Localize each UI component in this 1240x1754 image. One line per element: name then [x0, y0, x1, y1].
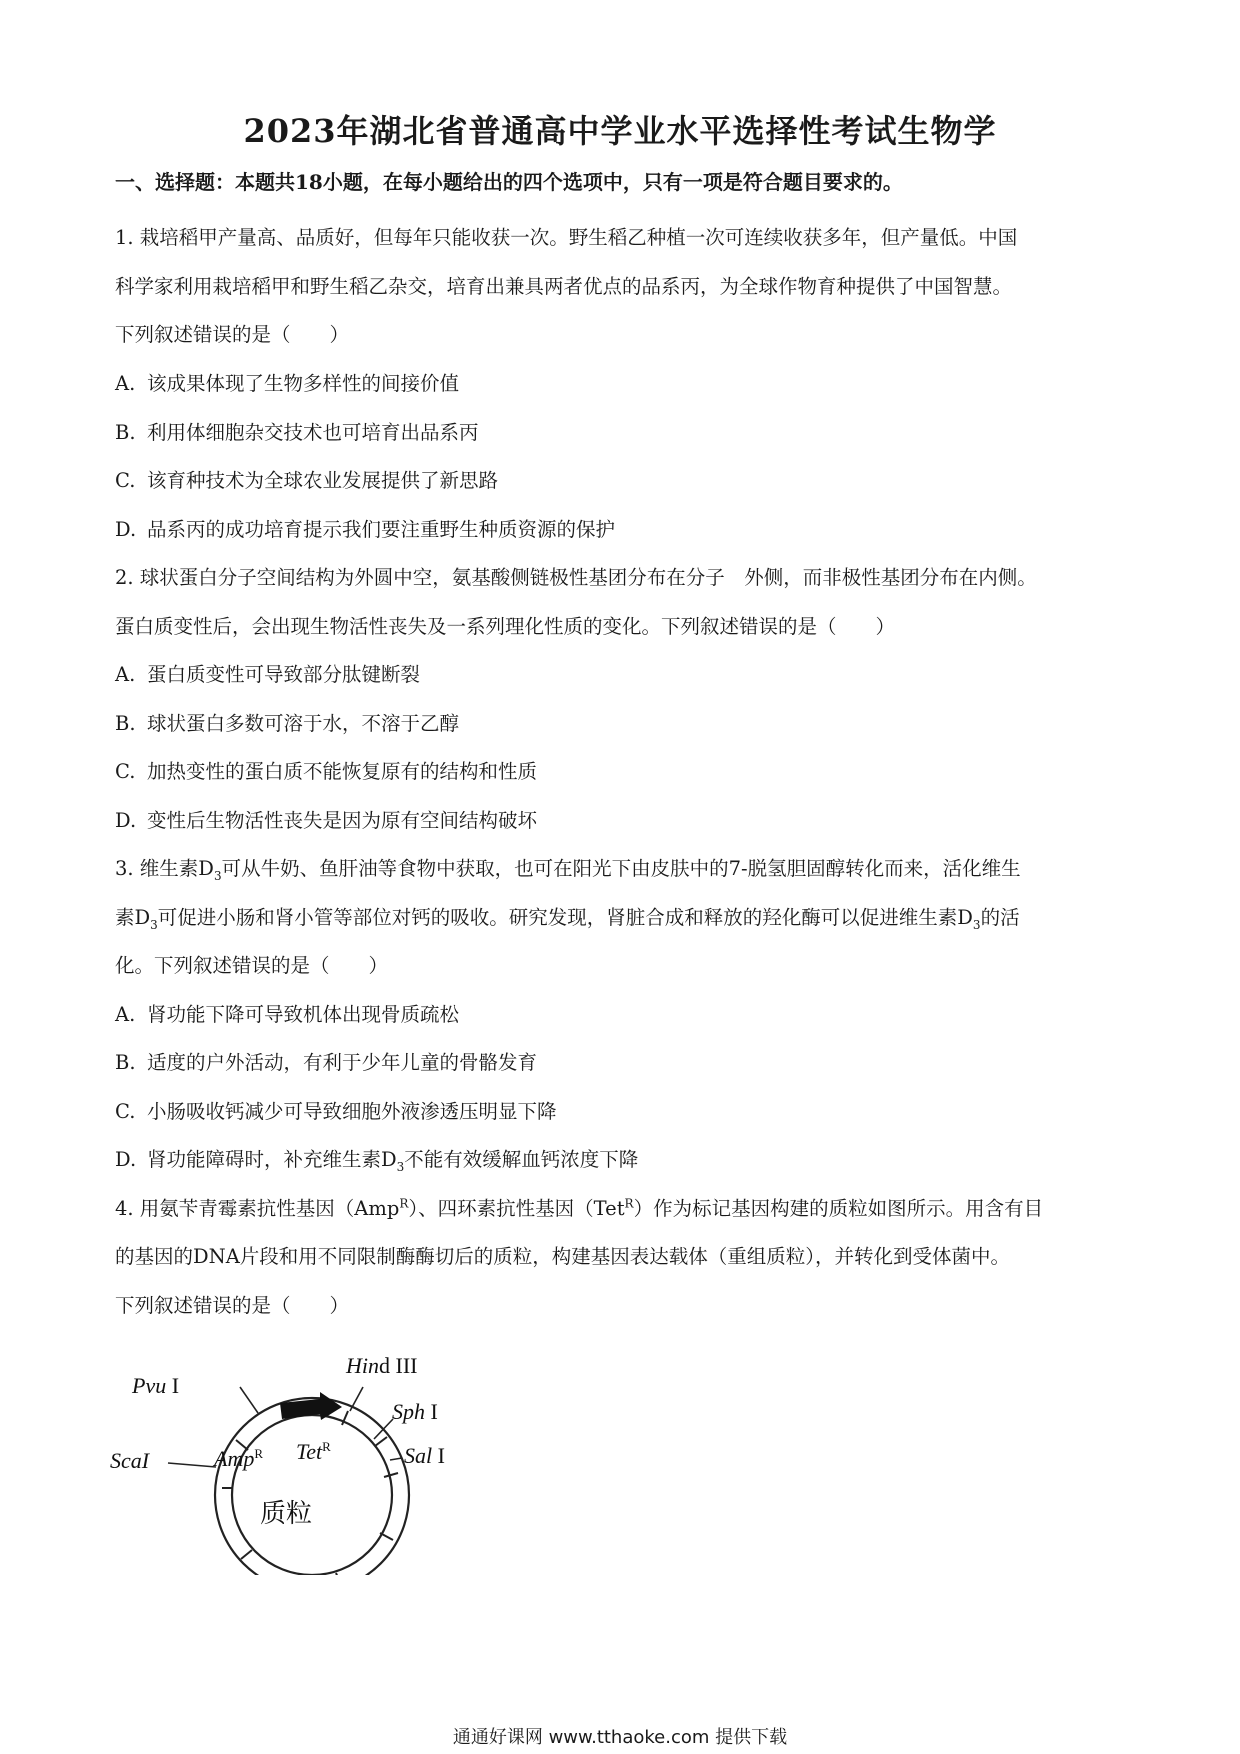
- footer-source: 通通好课网 www.tthaoke.com 提供下载: [452, 1727, 788, 1748]
- option-letter: C.: [115, 760, 136, 783]
- option-text: 利用体细胞杂交技术也可培育出品系丙: [147, 421, 479, 444]
- q1-option-a: [115, 368, 459, 396]
- q2-option-b: [115, 708, 459, 736]
- q1-stem-line-3: 下列叙述错误的是（ ）: [115, 323, 350, 346]
- q3-option-d: [115, 1144, 638, 1174]
- section-heading: 一、选择题：本题共18小题，在每小题给出的四个选项中，只有一项是符合题目要求的。: [115, 170, 903, 194]
- plasmid-center-label: 质粒: [260, 1499, 313, 1529]
- amp-resistance-label: Amp$^R$: [214, 1446, 263, 1471]
- option-text: 小肠吸收钙减少可导致细胞外液渗透压明显下降: [147, 1100, 557, 1123]
- q3-option-b: [115, 1047, 537, 1075]
- option-text: 变性后生物活性丧失是因为原有空间结构破坏: [147, 809, 538, 832]
- text-run: 素D: [115, 906, 151, 929]
- option-letter: B.: [115, 712, 136, 735]
- option-text: 蛋白质变性可导致部分肽键断裂: [147, 663, 421, 686]
- option-letter: D.: [115, 518, 137, 541]
- q3-option-a: [115, 999, 459, 1027]
- q3-stem-line-1: [115, 853, 1021, 883]
- q3-stem-line-3: 化。下列叙述错误的是（ ）: [115, 954, 389, 977]
- subscript: 3: [213, 868, 222, 883]
- site-label-sph-i: Sph I: [392, 1399, 438, 1424]
- ring-segment-ticks: [222, 1411, 398, 1575]
- page-title: 2023年湖北省普通高中学业水平选择性考试生物学: [243, 112, 997, 150]
- option-letter: B.: [115, 421, 136, 444]
- q3-stem-line-2: [115, 902, 1020, 932]
- text-run: ）作为标记基因构建的质粒如图所示。用含有目: [633, 1197, 1044, 1220]
- q2-stem-line-2: 蛋白质变性后，会出现生物活性丧失及一系列理化性质的变化。下列叙述错误的是（ ）: [115, 615, 896, 638]
- option-text: 球状蛋白多数可溶于水，不溶于乙醇: [147, 712, 460, 735]
- q3-option-c: [115, 1096, 557, 1124]
- text-run: 3. 维生素D: [115, 857, 214, 880]
- text-run: 4. 用氨苄青霉素抗性基因（Amp: [115, 1197, 400, 1220]
- option-letter: A.: [115, 663, 136, 686]
- subscript: 3: [972, 917, 981, 932]
- q1-option-c: [115, 465, 498, 493]
- restriction-site-leaders: [168, 1387, 402, 1467]
- text-run: 可从牛奶、鱼肝油等食物中获取，也可在阳光下由皮肤中的7-脱氢胆固醇转化而来，活化维生: [221, 857, 1021, 880]
- site-label-pvu-i: Pvu I: [132, 1373, 180, 1398]
- superscript: R: [399, 1196, 409, 1211]
- option-letter: A.: [115, 1003, 136, 1026]
- option-text: 肾功能下降可导致机体出现骨质疏松: [147, 1003, 460, 1026]
- option-text: 不能有效缓解血钙浓度下降: [404, 1148, 639, 1171]
- option-letter: D.: [115, 809, 137, 832]
- text-run: 的活: [980, 906, 1020, 929]
- superscript: R: [624, 1196, 634, 1211]
- option-text: 该育种技术为全球农业发展提供了新思路: [147, 469, 499, 492]
- site-label-sca-i: ScaI: [110, 1448, 150, 1473]
- option-letter: A.: [115, 372, 136, 395]
- option-letter: C.: [115, 469, 136, 492]
- q4-stem-line-1: [115, 1193, 1043, 1221]
- site-label-sal-i: Sal I: [404, 1443, 445, 1468]
- site-label-hind-iii: Hind III: [346, 1353, 418, 1378]
- q1-stem-line-2: 科学家利用栽培稻甲和野生稻乙杂交，培育出兼具两者优点的品系丙，为全球作物育种提供了中国智慧。: [115, 275, 1013, 298]
- plasmid-diagram: [110, 1345, 530, 1575]
- text-run: ）、四环素抗性基因（Tet: [408, 1197, 625, 1220]
- q1-option-d: [115, 514, 615, 542]
- subscript: 3: [396, 1159, 405, 1174]
- option-text: 加热变性的蛋白质不能恢复原有的结构和性质: [147, 760, 538, 783]
- option-letter: B.: [115, 1051, 136, 1074]
- plasmid-outer-ring: [215, 1398, 409, 1575]
- option-text: 品系丙的成功培育提示我们要注重野生种质资源的保护: [147, 518, 616, 541]
- option-text: 该成果体现了生物多样性的间接价值: [147, 372, 460, 395]
- q4-stem-line-3: 下列叙述错误的是（ ）: [115, 1294, 350, 1317]
- option-text: 肾功能障碍时，补充维生素D: [147, 1148, 397, 1171]
- q4-stem-line-2: 的基因的DNA片段和用不同限制酶酶切后的质粒，构建基因表达载体（重组质粒），并转化到受体菌中。: [115, 1245, 1011, 1268]
- q1-stem-line-1: 1. 栽培稻甲产量高、品质好，但每年只能收获一次。野生稻乙种植一次可连续收获多年，但产量低。中国: [115, 226, 1018, 249]
- option-letter: C.: [115, 1100, 136, 1123]
- q2-option-c: [115, 756, 537, 784]
- option-letter: D.: [115, 1148, 137, 1171]
- q2-option-d: [115, 805, 537, 833]
- tet-resistance-label: Tet$^R$: [296, 1439, 331, 1464]
- q1-option-b: [115, 417, 479, 445]
- text-run: 可促进小肠和肾小管等部位对钙的吸收。研究发现，肾脏合成和释放的羟化酶可以促进维生素D: [157, 906, 973, 929]
- option-text: 适度的户外活动，有利于少年儿童的骨骼发育: [147, 1051, 538, 1074]
- q2-option-a: [115, 659, 420, 687]
- q2-stem-line-1: 2. 球状蛋白分子空间结构为外圆中空，氨基酸侧链极性基团分布在分子 外侧，而非极性基团分布在内侧。: [115, 566, 1037, 589]
- subscript: 3: [150, 917, 158, 932]
